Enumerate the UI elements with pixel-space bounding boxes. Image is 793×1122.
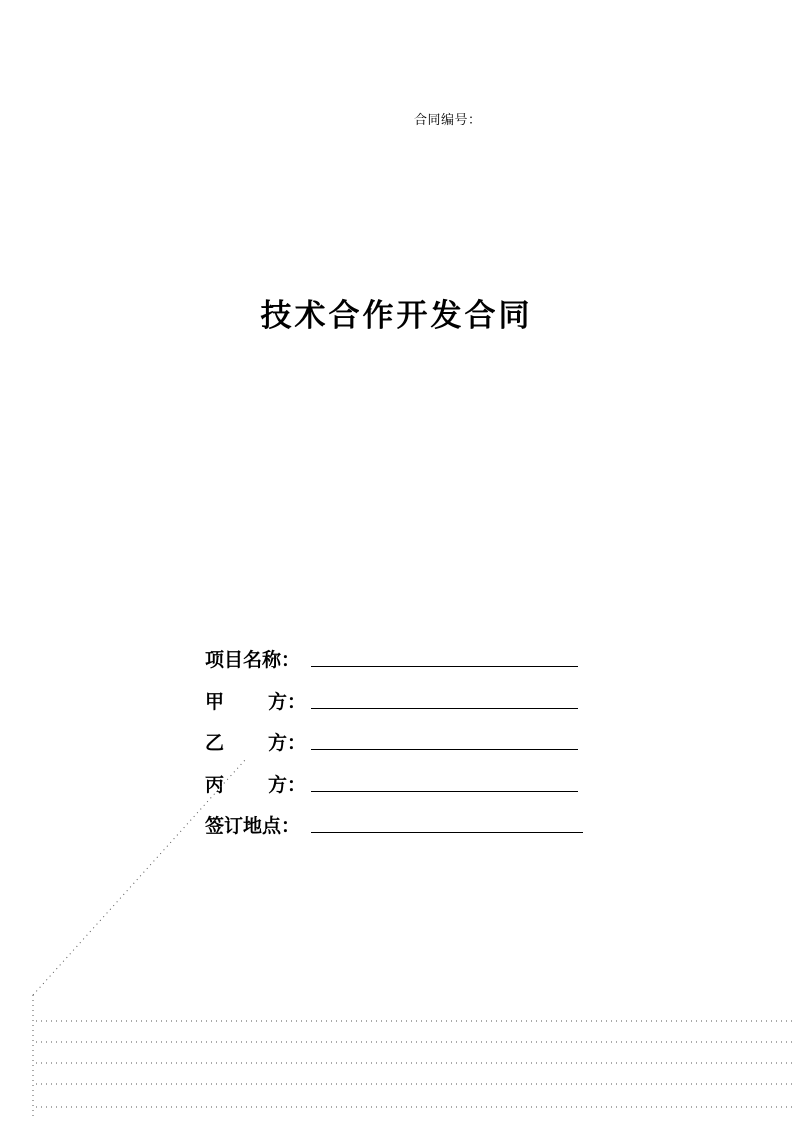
field-label: 签订地点：	[205, 815, 301, 837]
contract-number-label: 合同编号：	[414, 113, 482, 128]
field-label-char: 方：	[268, 773, 307, 796]
document-title: 技术合作开发合同	[260, 298, 533, 334]
field-label-char: 甲	[205, 690, 225, 713]
field-label-char: 方：	[268, 732, 307, 754]
field-label-char: 方：	[268, 690, 307, 713]
dotted-diagonal-line	[33, 760, 245, 995]
field-label-char: 丙	[205, 773, 225, 796]
field-label-char: 乙	[205, 732, 225, 754]
field-label: 项目名称：	[205, 649, 301, 671]
